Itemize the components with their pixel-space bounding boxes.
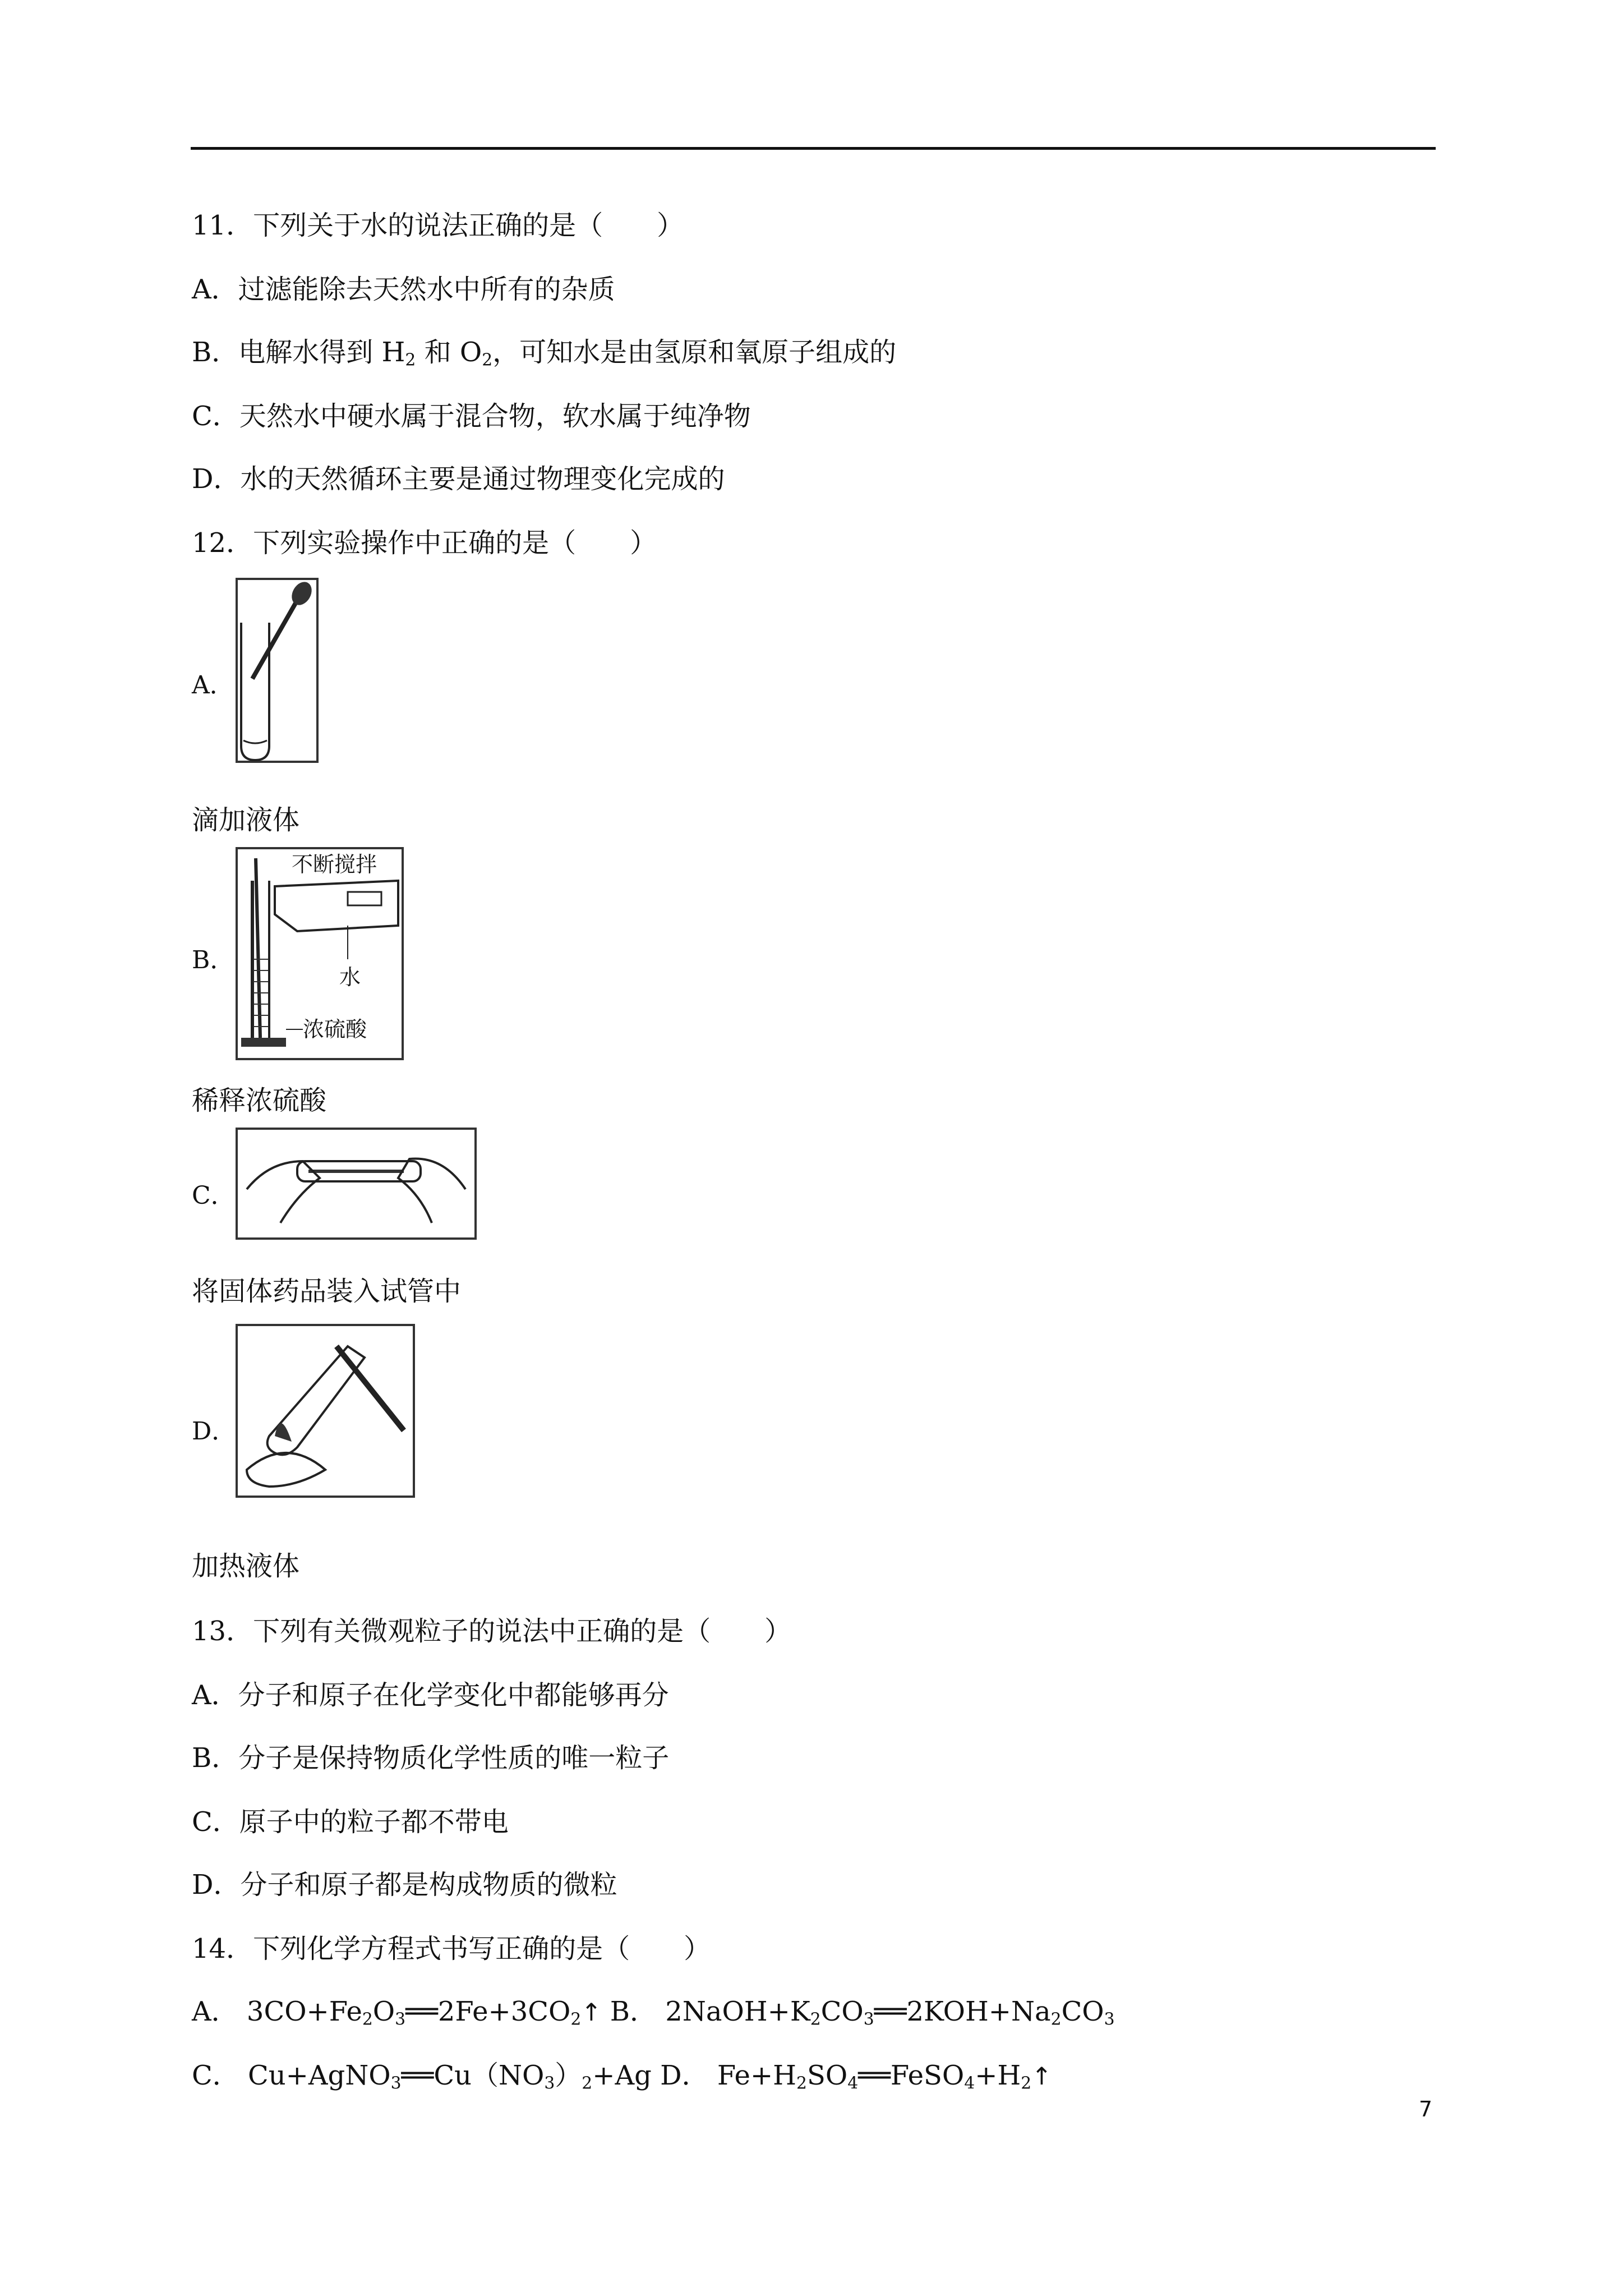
q11-option-d: D．水的天然循环主要是通过物理变化完成的: [192, 463, 725, 495]
q14-options-ab: A． $3CO+Fe_2O_3══2Fe+3CO_2↑$ B． $2NaOH+K_2CO_3══2KOH+Na_2CO_3$: [192, 1996, 1115, 2030]
q12-option-b-caption: 稀释浓硫酸: [192, 1085, 327, 1116]
heating-liquid-figure: [236, 1324, 415, 1498]
q12-option-a-letter: A．: [192, 671, 234, 700]
q11-option-b: B．电解水得到 $H_2$ 和 $O_2$，可知水是由氢原和氧原子组成的: [192, 337, 897, 370]
label-acid: 浓硫酸: [303, 1017, 367, 1042]
dropper-test-tube-figure: [236, 578, 320, 763]
q13-option-b: B．分子是保持物质化学性质的唯一粒子: [192, 1742, 670, 1774]
page-number: 7: [1418, 2097, 1432, 2122]
q12-option-b-letter: B．: [192, 946, 235, 974]
label-water: 水: [339, 965, 361, 990]
q12-option-c-caption: 将固体药品装入试管中: [192, 1276, 462, 1307]
q12-option-a-caption: 滴加液体: [192, 804, 300, 836]
q11-option-a: A．过滤能除去天然水中所有的杂质: [192, 274, 615, 305]
q12-option-d-caption: 加热液体: [192, 1550, 300, 1582]
q14-stem: 14．下列化学方程式书写正确的是（ ）: [192, 1933, 711, 1964]
q13-option-d: D．分子和原子都是构成物质的微粒: [192, 1869, 617, 1901]
q11-option-c: C．天然水中硬水属于混合物，软水属于纯净物: [192, 401, 751, 432]
hands-test-tube-figure: [236, 1128, 477, 1240]
header-rule: [191, 147, 1436, 150]
q12-stem: 12．下列实验操作中正确的是（ ）: [192, 527, 657, 559]
q12-option-d-letter: D．: [192, 1417, 237, 1446]
q13-option-a: A．分子和原子在化学变化中都能够再分: [192, 1680, 669, 1711]
dilute-acid-figure: [236, 847, 404, 1060]
q13-option-c: C．原子中的粒子都不带电: [192, 1806, 509, 1838]
q14-options-cd: C． $Cu+AgNO_3══Cu(NO_3)_2+Ag$ D． $Fe+H_2SO_4══FeSO_4+H_2↑$: [192, 2060, 1052, 2093]
q11-stem: 11．下列关于水的说法正确的是（ ）: [192, 210, 684, 241]
q12-option-c-letter: C．: [192, 1181, 236, 1210]
q13-stem: 13．下列有关微观粒子的说法中正确的是（ ）: [192, 1616, 792, 1647]
label-stir: 不断搅拌: [292, 852, 377, 877]
